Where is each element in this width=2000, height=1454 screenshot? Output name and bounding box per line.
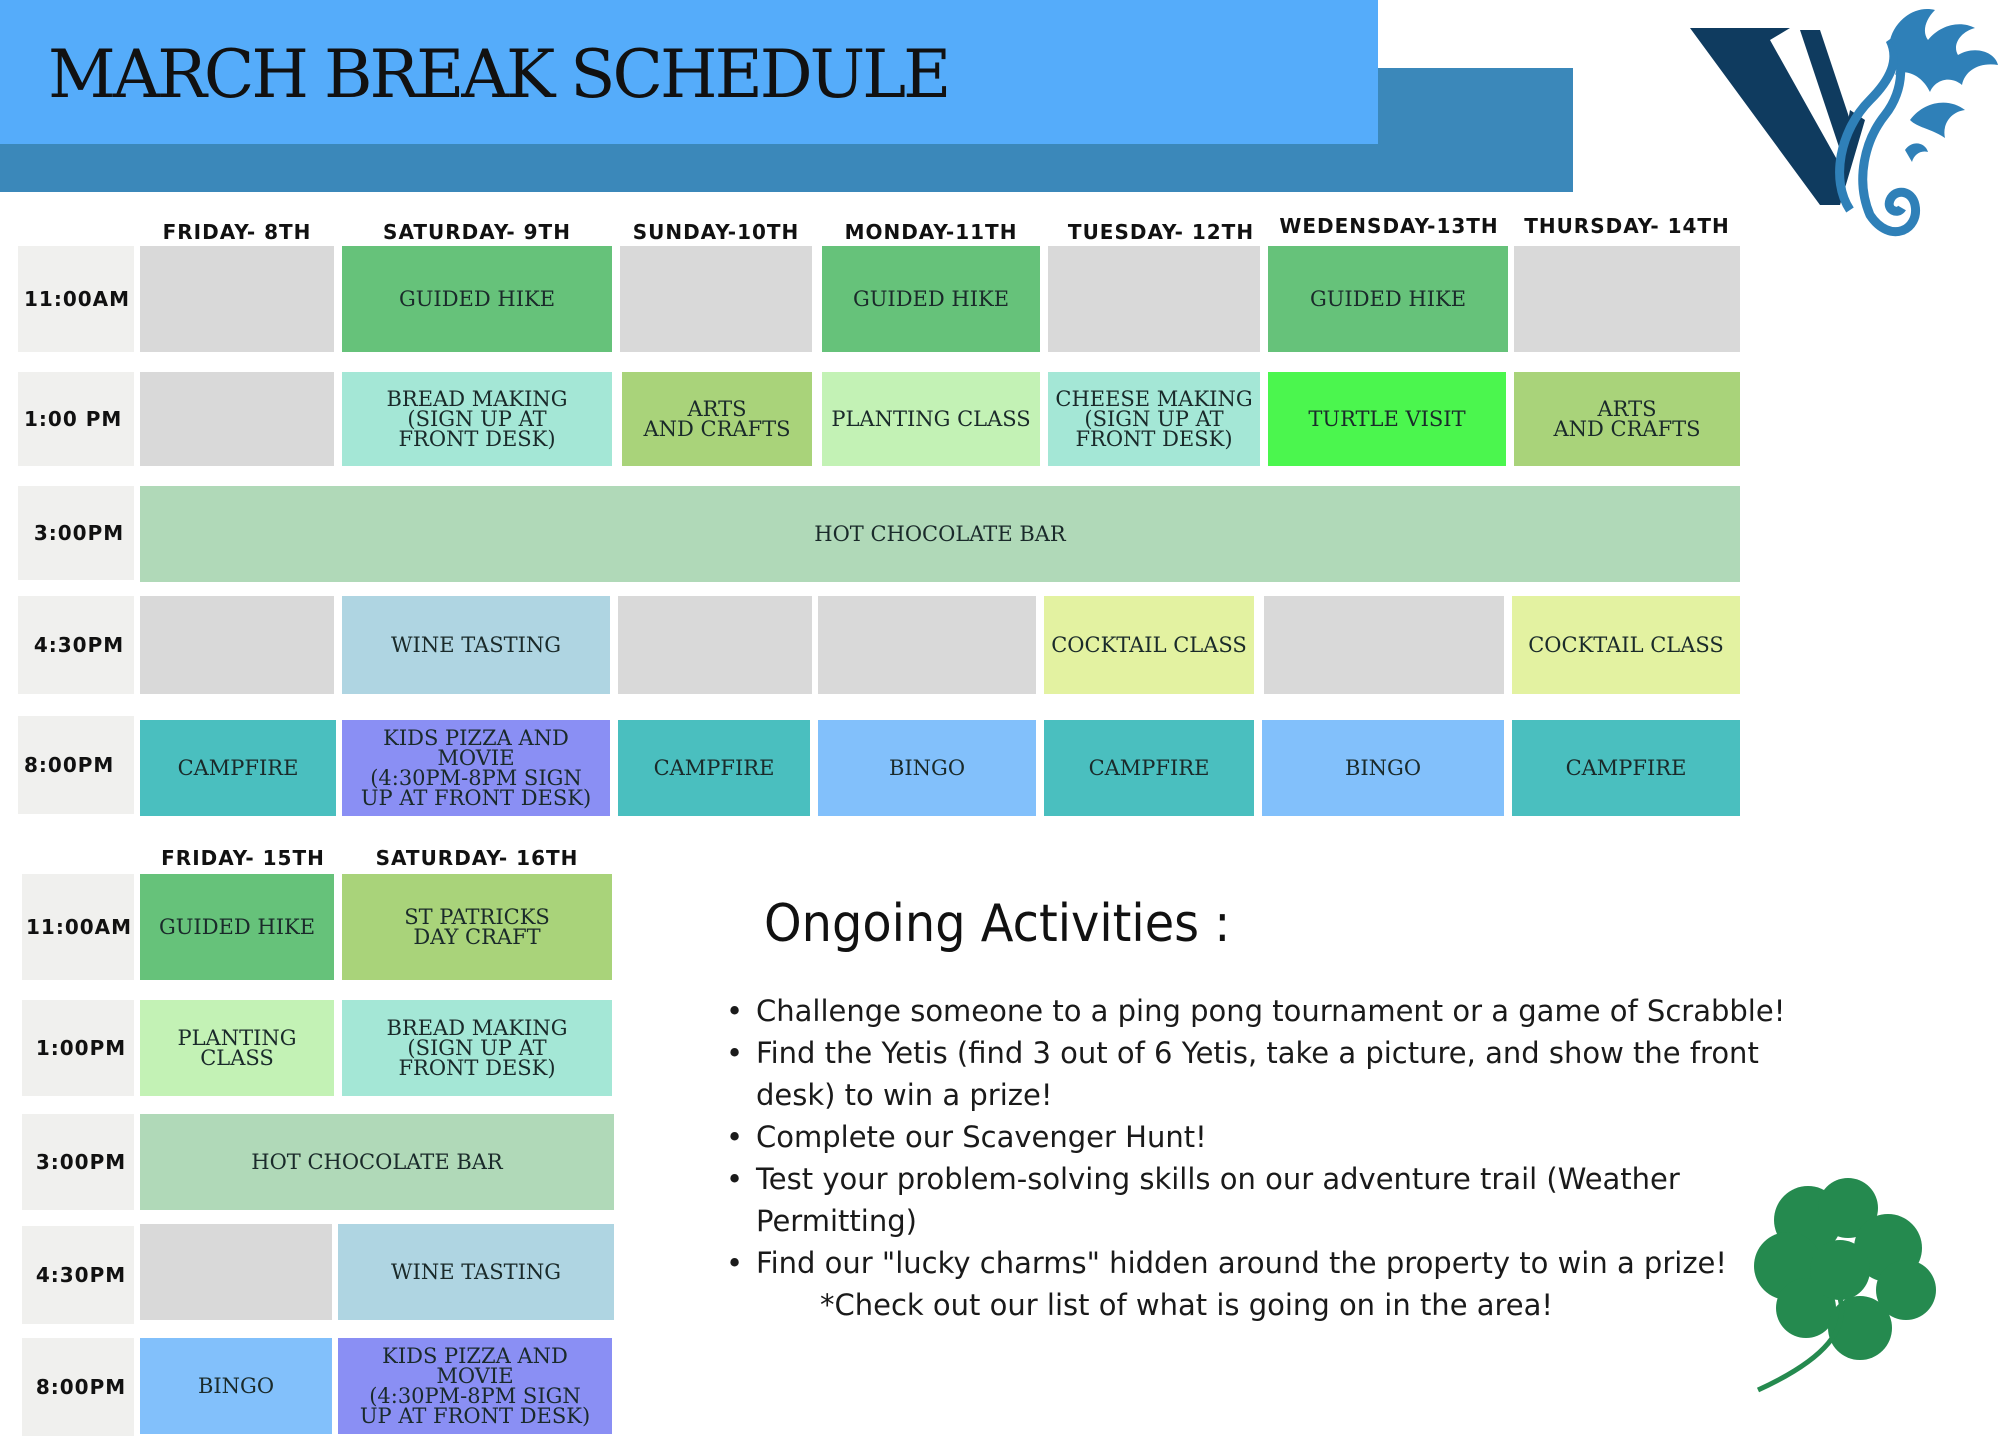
schedule-cell: TURTLE VISIT: [1268, 372, 1506, 466]
bullet-icon: •: [726, 1120, 744, 1154]
schedule-cell: WINE TASTING: [342, 596, 610, 694]
schedule-cell-hot-chocolate: HOT CHOCOLATE BAR: [140, 486, 1740, 582]
schedule-cell: KIDS PIZZA AND MOVIE (4:30PM-8PM SIGN UP AT FRONT DESK): [338, 1338, 612, 1434]
schedule-cell: [140, 372, 334, 466]
day-header: SATURDAY- 9TH: [383, 220, 571, 244]
schedule-cell: [618, 596, 812, 694]
day-header: SUNDAY-10TH: [632, 220, 800, 244]
schedule-cell: [1264, 596, 1504, 694]
time-label: 1:00 PM: [18, 372, 134, 466]
schedule-cell: BREAD MAKING (SIGN UP AT FRONT DESK): [342, 1000, 612, 1096]
ongoing-title: Ongoing Activities :: [764, 894, 1231, 954]
time-label: 3:00PM: [22, 1114, 134, 1210]
day-header: SATURDAY- 16TH: [375, 846, 579, 870]
schedule-cell: GUIDED HIKE: [1268, 246, 1508, 352]
time-label: 11:00AM: [18, 246, 134, 352]
ongoing-list: [726, 990, 1806, 1284]
schedule-cell: [818, 596, 1036, 694]
schedule-cell: [1048, 246, 1260, 352]
schedule-cell: WINE TASTING: [338, 1224, 614, 1320]
schedule-cell: GUIDED HIKE: [822, 246, 1040, 352]
day-header: FRIDAY- 8TH: [162, 220, 312, 244]
time-label: 8:00PM: [18, 716, 134, 814]
schedule-cell: CAMPFIRE: [140, 720, 336, 816]
area-note: *Check out our list of what is going on in the area!: [820, 1288, 1554, 1322]
schedule-cell: ARTS AND CRAFTS: [1514, 372, 1740, 466]
schedule-cell: PLANTING CLASS: [822, 372, 1040, 466]
schedule-cell: [140, 1224, 332, 1320]
time-label: 11:00AM: [22, 874, 134, 980]
schedule-cell: KIDS PIZZA AND MOVIE (4:30PM-8PM SIGN UP AT FRONT DESK): [342, 720, 610, 816]
schedule-cell: GUIDED HIKE: [342, 246, 612, 352]
schedule-cell: [1514, 246, 1740, 352]
time-label: 4:30PM: [18, 596, 134, 694]
time-label: 1:00PM: [22, 1000, 134, 1096]
list-item: • Complete our Scavenger Hunt!: [726, 1116, 1806, 1158]
time-label: 3:00PM: [18, 486, 134, 580]
schedule-cell: ARTS AND CRAFTS: [622, 372, 812, 466]
schedule-cell: BREAD MAKING (SIGN UP AT FRONT DESK): [342, 372, 612, 466]
schedule-cell: PLANTING CLASS: [140, 1000, 334, 1096]
day-header: THURSDAY- 14TH: [1524, 214, 1730, 238]
schedule-cell: GUIDED HIKE: [140, 874, 334, 980]
schedule-cell: COCKTAIL CLASS: [1044, 596, 1254, 694]
schedule-cell: BINGO: [140, 1338, 332, 1434]
schedule-cell: ST PATRICKS DAY CRAFT: [342, 874, 612, 980]
bullet-icon: •: [726, 1162, 744, 1196]
day-header: TUESDAY- 12TH: [1067, 220, 1255, 244]
schedule-cell-hot-chocolate: HOT CHOCOLATE BAR: [140, 1114, 614, 1210]
bullet-icon: •: [726, 1246, 744, 1280]
list-item: • Find our "lucky charms" hidden around the property to win a prize!: [726, 1242, 1806, 1284]
time-label: 4:30PM: [22, 1226, 134, 1324]
schedule-cell: CAMPFIRE: [618, 720, 810, 816]
page-title: MARCH BREAK SCHEDULE: [48, 36, 949, 113]
day-header: MONDAY-11TH: [844, 220, 1018, 244]
day-header: WEDENSDAY-13TH: [1279, 214, 1499, 238]
list-item: • Find the Yetis (find 3 out of 6 Yetis, take a picture, and show the front desk) to win a prize!: [726, 1032, 1806, 1116]
time-label: 8:00PM: [22, 1338, 134, 1436]
list-item: • Challenge someone to a ping pong tournament or a game of Scrabble!: [726, 990, 1806, 1032]
schedule-cell: [620, 246, 812, 352]
schedule-cell: BINGO: [818, 720, 1036, 816]
vine-v-logo-icon: [1690, 0, 2000, 245]
schedule-cell: CAMPFIRE: [1044, 720, 1254, 816]
schedule-cell: CAMPFIRE: [1512, 720, 1740, 816]
schedule-cell: [140, 596, 334, 694]
shamrock-icon: [1748, 1178, 1938, 1394]
day-header: FRIDAY- 15TH: [161, 846, 325, 870]
bullet-icon: •: [726, 1036, 744, 1070]
schedule-cell: CHEESE MAKING (SIGN UP AT FRONT DESK): [1048, 372, 1260, 466]
schedule-cell: BINGO: [1262, 720, 1504, 816]
list-item: • Test your problem-solving skills on our adventure trail (Weather Permitting): [726, 1158, 1806, 1242]
bullet-icon: •: [726, 994, 744, 1028]
schedule-cell: [140, 246, 334, 352]
schedule-cell: COCKTAIL CLASS: [1512, 596, 1740, 694]
